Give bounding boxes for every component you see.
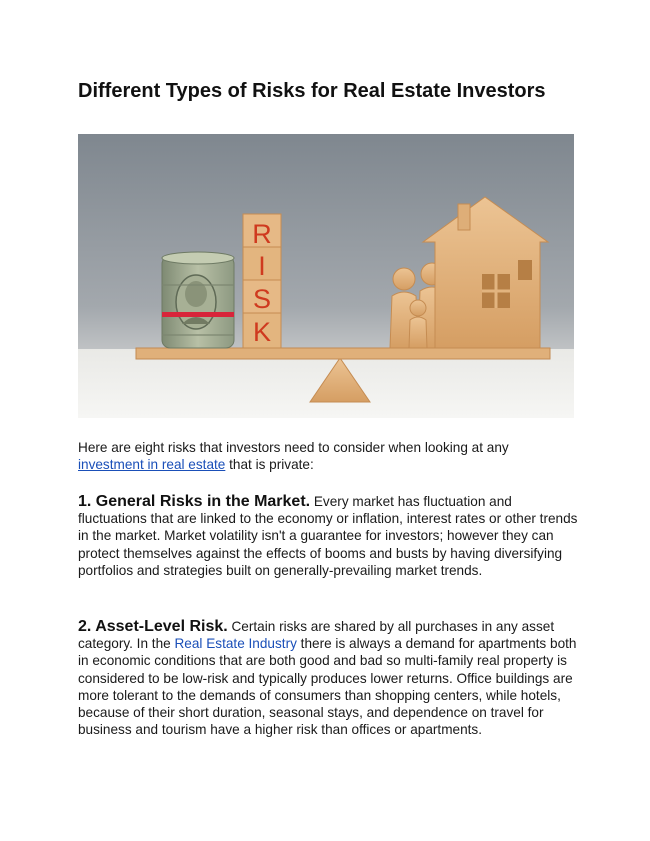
section-body-after: there is always a demand for apartments both in economic conditions that are both good and bad so multi-family real property is considered to be low-risk and typically produces lower returns. Office buildings are more tolerant to the demands of consumers than shopping centers, while hotels, because of their short duration, seasonal stays, and dependence on travel for business and tourism have a higher risk than offices or apartments. (78, 636, 577, 738)
section-general-risks (78, 493, 578, 579)
cube-letter-i: I (258, 251, 266, 281)
investment-link[interactable]: investment in real estate (78, 457, 226, 473)
section-heading: 2. Asset-Level Risk. (78, 618, 228, 635)
hero-image (78, 134, 574, 418)
cube-letter-r: R (252, 219, 272, 249)
section-body: Every market has fluctuation and fluctuations that are linked to the economy or inflation, interest rates or other trends in the market. Market volatility isn't a guarantee for investors; however they can protect themselves against the effects of booms and busts by having diversifying portfolios and strategies built on generally-prevailing market trends. (78, 494, 578, 578)
section-body-before: Certain risks are shared by all purchases in any asset category. In the (78, 619, 555, 652)
cube-letter-s: S (252, 284, 272, 314)
risk-seesaw-illustration (78, 134, 574, 418)
seesaw-plank (136, 348, 550, 359)
intro-text-before: Here are eight risks that investors need to consider when looking at any (78, 440, 509, 455)
intro-text-after: that is private: (225, 457, 314, 473)
article-title: Different Types of Risks for Real Estate Investors (78, 80, 546, 102)
money-roll (162, 252, 234, 348)
intro-paragraph (78, 439, 578, 473)
risk-cubes (243, 214, 281, 348)
real-estate-industry-link[interactable]: Real Estate Industry (174, 636, 297, 652)
cube-letter-k: K (252, 317, 272, 347)
section-asset-level-risk (78, 618, 578, 738)
section-heading: 1. General Risks in the Market. (78, 493, 311, 510)
